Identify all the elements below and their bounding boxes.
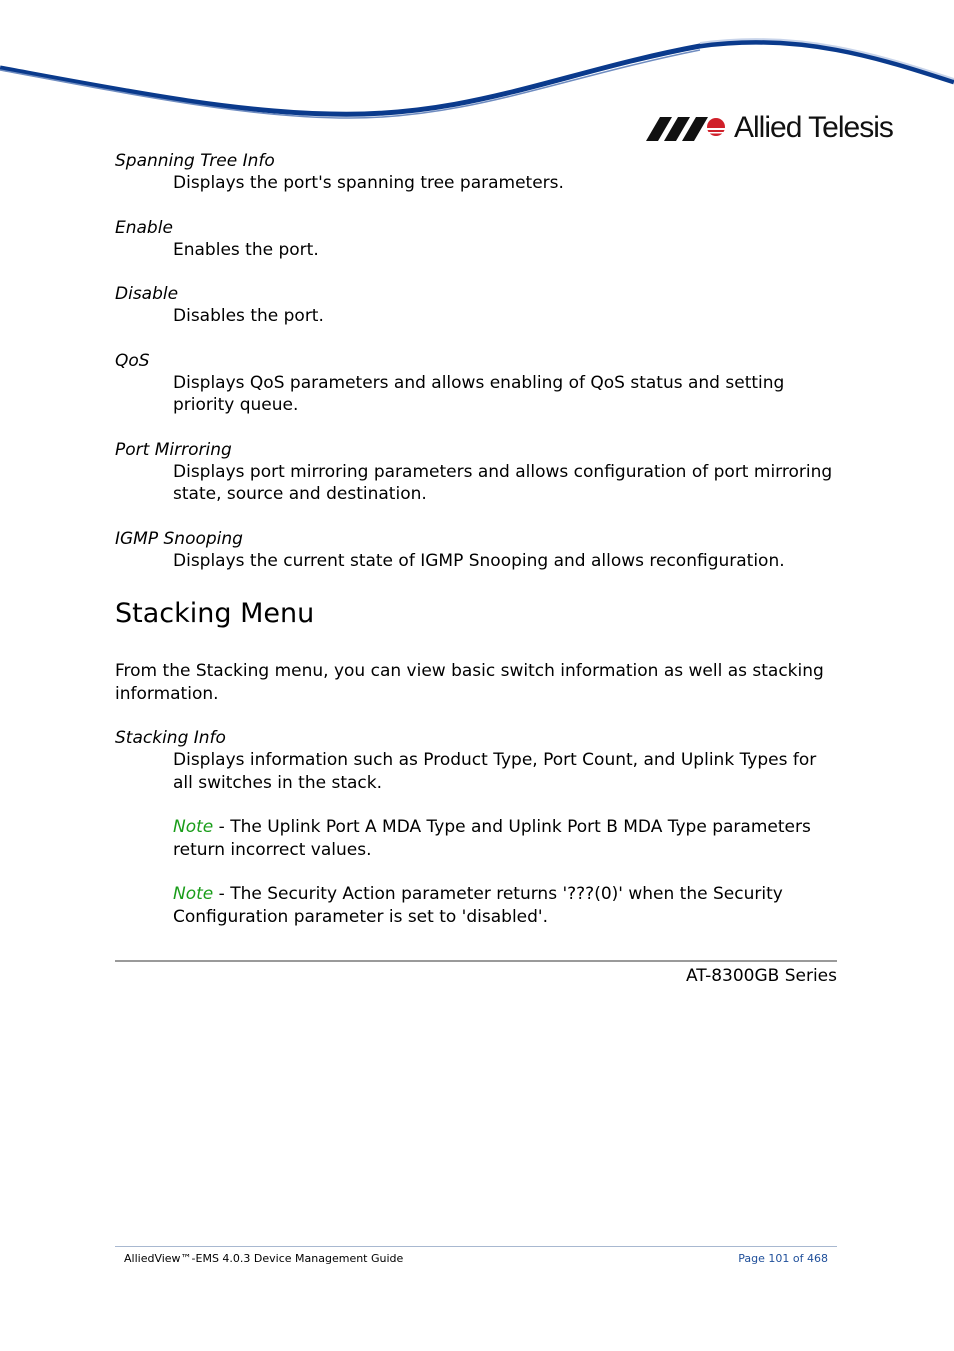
footer-divider (115, 1246, 837, 1247)
definition-description: Displays the port's spanning tree parameters. (173, 173, 564, 193)
definition-port-mirroring (115, 439, 837, 506)
definition-enable (115, 217, 837, 262)
definition-igmp-snooping (115, 528, 837, 573)
definition-stacking-info (115, 727, 837, 794)
definition-disable (115, 283, 837, 328)
definition-term: QoS (115, 350, 150, 371)
definition-description: Displays port mirroring parameters and allows configuration of port mirroring state, source and destination. (173, 461, 833, 504)
footer-guide-title: AlliedView™-EMS 4.0.3 Device Management Guide (124, 1252, 404, 1265)
allied-telesis-logo (646, 110, 893, 146)
note-text: - The Security Action parameter returns '???(0)' when the Security Configuration parameter is set to 'disabled'. (173, 884, 783, 927)
stacking-intro: From the Stacking menu, you can view basic switch information as well as stacking information. (115, 661, 824, 704)
definition-description: Displays information such as Product Type, Port Count, and Uplink Types for all switches in the stack. (173, 750, 817, 793)
definition-description: Enables the port. (173, 239, 319, 260)
section-divider (115, 960, 837, 962)
definition-term: Stacking Info (115, 728, 226, 748)
note-label: Note (173, 884, 214, 904)
allied-telesis-logo-icon (646, 115, 726, 141)
definition-qos (115, 350, 837, 417)
definition-spanning-tree-info (115, 150, 837, 195)
definition-term: Spanning Tree Info (115, 151, 275, 171)
main-content (115, 150, 837, 928)
definition-description: Displays the current state of IGMP Snooping and allows reconfiguration. (173, 550, 785, 571)
product-series: AT-8300GB Series (685, 966, 837, 986)
footer-page-number: Page 101 of 468 (738, 1252, 828, 1265)
note-label: Note (173, 817, 214, 837)
definition-description: Displays QoS parameters and allows enabling of QoS status and setting priority queue. (173, 372, 785, 415)
definition-term: Disable (115, 284, 179, 304)
note-uplink-mda (173, 816, 837, 861)
note-security-action (173, 883, 837, 928)
definition-term: Port Mirroring (115, 439, 232, 460)
logo-text: Allied Telesis (734, 111, 893, 144)
note-text: - The Uplink Port A MDA Type and Uplink Port B MDA Type parameters return incorrect values. (173, 817, 811, 860)
definition-term: Enable (115, 217, 173, 238)
definition-description: Disables the port. (173, 306, 324, 326)
definition-term: IGMP Snooping (115, 528, 243, 549)
section-title: Stacking Menu (115, 598, 315, 629)
